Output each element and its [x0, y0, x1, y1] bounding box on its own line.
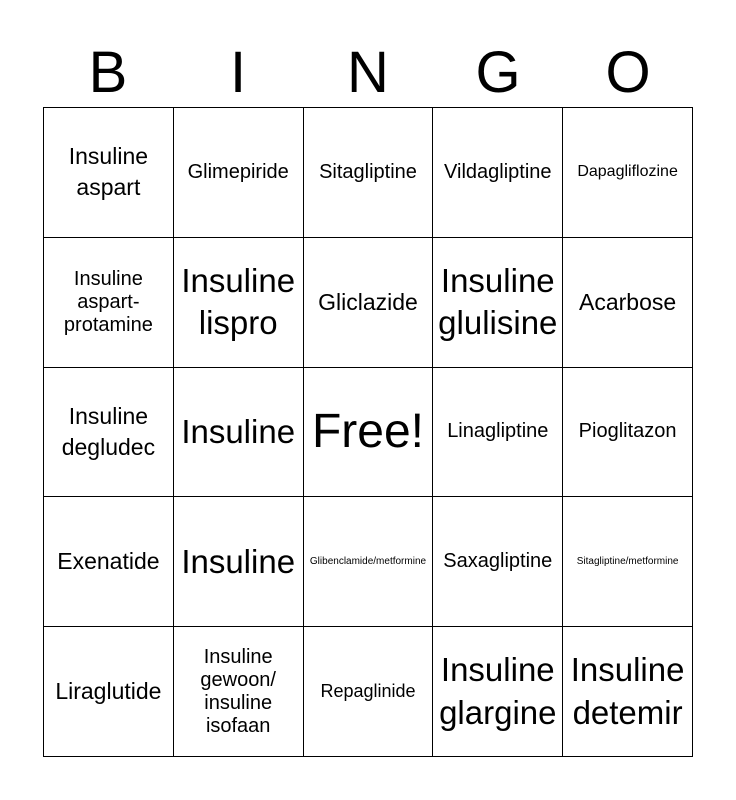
- header-letter-g: G: [475, 40, 521, 105]
- bingo-cell[interactable]: Glibenclamide/metformine: [304, 497, 434, 627]
- bingo-header: [43, 40, 693, 106]
- bingo-cell[interactable]: Insuline: [174, 368, 304, 498]
- bingo-cell[interactable]: Linagliptine: [433, 368, 563, 498]
- bingo-cell[interactable]: Gliclazide: [304, 238, 434, 368]
- bingo-cell[interactable]: Acarbose: [563, 238, 693, 368]
- bingo-cell[interactable]: Repaglinide: [304, 627, 434, 757]
- bingo-card: [43, 107, 693, 757]
- header-letter-o: O: [605, 40, 651, 105]
- bingo-cell[interactable]: Saxagliptine: [433, 497, 563, 627]
- bingo-cell[interactable]: Vildagliptine: [433, 108, 563, 238]
- bingo-cell[interactable]: Insuline aspart: [44, 108, 174, 238]
- header-letter-n: N: [347, 40, 389, 105]
- bingo-cell[interactable]: Insuline glulisine: [433, 238, 563, 368]
- bingo-cell[interactable]: Insuline gewoon/ insuline isofaan: [174, 627, 304, 757]
- bingo-cell[interactable]: Sitagliptine: [304, 108, 434, 238]
- bingo-cell[interactable]: Insuline lispro: [174, 238, 304, 368]
- bingo-cell[interactable]: Insuline aspart-protamine: [44, 238, 174, 368]
- bingo-cell[interactable]: Sitagliptine/metformine: [563, 497, 693, 627]
- bingo-cell[interactable]: Liraglutide: [44, 627, 174, 757]
- header-letter-i: I: [229, 40, 247, 105]
- header-letter-b: B: [88, 40, 128, 105]
- free-space-cell[interactable]: Free!: [304, 368, 434, 498]
- bingo-cell[interactable]: Pioglitazon: [563, 368, 693, 498]
- bingo-cell[interactable]: Insuline detemir: [563, 627, 693, 757]
- bingo-cell[interactable]: Dapagliflozine: [563, 108, 693, 238]
- bingo-cell[interactable]: Insuline: [174, 497, 304, 627]
- bingo-cell[interactable]: Insuline degludec: [44, 368, 174, 498]
- bingo-cell[interactable]: Glimepiride: [174, 108, 304, 238]
- bingo-cell[interactable]: Insuline glargine: [433, 627, 563, 757]
- bingo-cell[interactable]: Exenatide: [44, 497, 174, 627]
